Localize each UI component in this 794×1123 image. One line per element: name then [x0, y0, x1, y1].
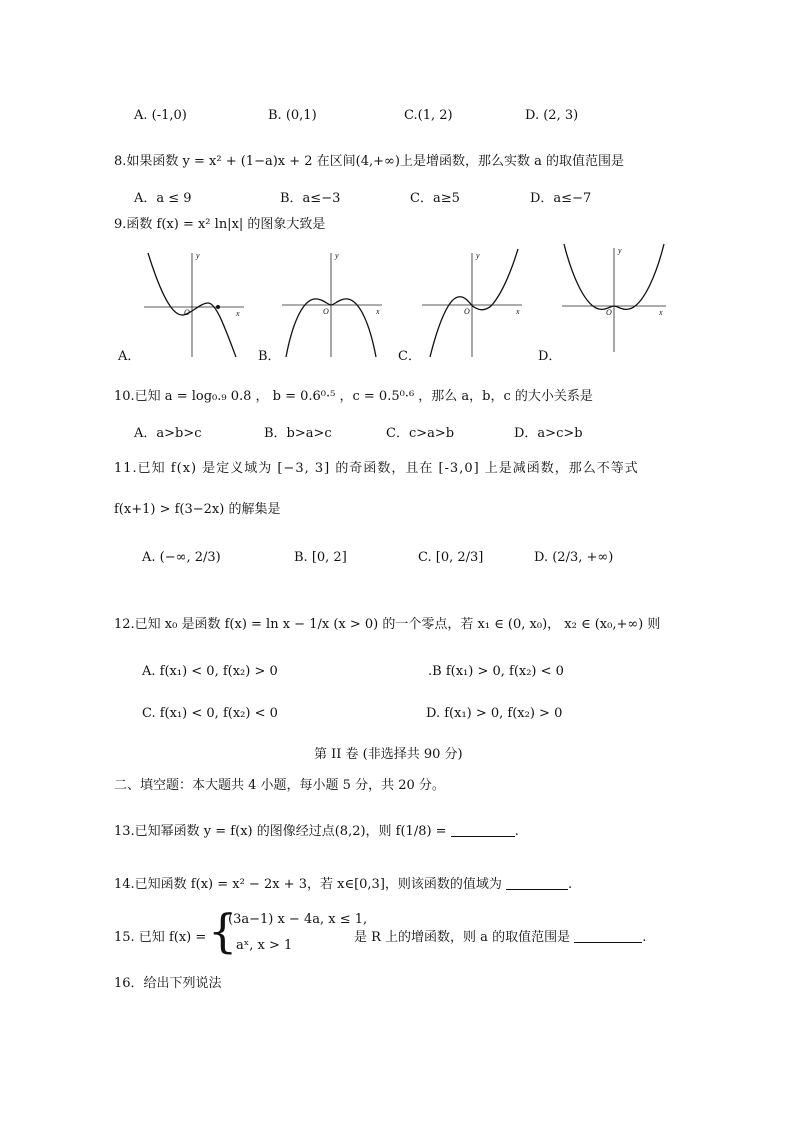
q9-graph-d — [558, 240, 673, 355]
q14-tail: . — [568, 877, 573, 892]
q15-case2: aˣ, x > 1 — [236, 938, 293, 953]
q12-option-a: A. f(x₁) < 0, f(x₂) > 0 — [142, 664, 278, 679]
graph-b-y-label: y — [335, 251, 339, 260]
q11-option-a: A. (−∞, 2/3) — [142, 550, 221, 565]
q14-stem: 14.已知函数 f(x) = x² − 2x + 3，若 x∈[0,3]，则该函数的值域为 — [114, 877, 502, 892]
q8-option-d: D．a≤−7 — [530, 191, 592, 206]
q7-option-a: A. (-1,0) — [134, 108, 187, 123]
q10-stem: 10.已知 a = log₀.₉ 0.8 ， b = 0.6⁰·⁵ ，c = 0.5⁰·⁶ ，那么 a，b，c 的大小关系是 — [114, 389, 593, 404]
q11-option-b: B. [0, 2] — [294, 550, 347, 565]
q13-answer-blank[interactable] — [451, 822, 515, 837]
q11-stem-line2: f(x+1) > f(3−2x) 的解集是 — [114, 502, 281, 517]
graph-b-origin: O — [323, 307, 329, 316]
q10-option-a: A．a>b>c — [134, 426, 202, 441]
q15-brace: { — [208, 904, 238, 958]
q15-case1: (3a−1) x − 4a, x ≤ 1, — [228, 912, 368, 927]
q15-post: 是 R 上的增函数，则 a 的取值范围是 — [354, 930, 571, 945]
graph-d-x-label: x — [659, 308, 663, 317]
graph-b-x-label: x — [376, 307, 380, 316]
q9-label-d: D． — [538, 349, 562, 364]
q16-stem: 16．给出下列说法 — [114, 976, 222, 991]
q14-line — [114, 873, 572, 892]
q13-stem: 13.已知幂函数 y = f(x) 的图像经过点(8,2)，则 f(1/8) = — [114, 824, 447, 839]
graph-a-y-label: y — [196, 251, 200, 260]
graph-d-y-label: y — [618, 246, 622, 255]
q9-label-c: C． — [398, 349, 421, 364]
q15-pre: 15. 已知 f(x) = — [114, 930, 207, 945]
graph-a-origin: O — [184, 308, 190, 317]
graph-c-y-label: y — [476, 251, 480, 260]
q7-option-c: C.(1, 2) — [404, 108, 453, 123]
q8-option-b: B．a≤−3 — [280, 191, 341, 206]
q10-option-c: C．c>a>b — [386, 426, 455, 441]
q7-option-b: B. (0,1) — [268, 108, 317, 123]
graph-c-origin: O — [464, 307, 470, 316]
q15-answer-blank[interactable] — [574, 928, 642, 943]
section2-heading: 二、填空题：本大题共 4 小题，每小题 5 分，共 20 分。 — [114, 778, 445, 793]
part2-title: 第 II 卷 (非选择共 90 分) — [314, 747, 463, 762]
q10-option-b: B．b>a>c — [264, 426, 332, 441]
q14-answer-blank[interactable] — [506, 875, 568, 890]
q9-graph-a — [140, 245, 250, 360]
q10-option-d: D．a>c>b — [514, 426, 583, 441]
q9-label-b: B． — [258, 349, 281, 364]
q9-graph-b — [278, 245, 388, 360]
q9-stem: 9.函数 f(x) = x² ln|x| 的图象大致是 — [114, 217, 326, 232]
q8-option-c: C．a≥5 — [410, 191, 460, 206]
q9-label-a: A． — [118, 349, 141, 364]
graph-a-x-label: x — [236, 309, 240, 318]
q9-graph-c — [418, 245, 528, 360]
q11-stem-line1: 11.已知 f(x) 是定义域为 [−3, 3] 的奇函数，且在 [-3,0] 上是减函数，那么不等式 — [114, 461, 639, 476]
q12-option-d: D. f(x₁) > 0, f(x₂) > 0 — [426, 706, 563, 721]
graph-d-origin: O — [606, 308, 612, 317]
q8-option-a: A．a ≤ 9 — [134, 191, 192, 206]
q7-option-d: D. (2, 3) — [525, 108, 579, 123]
q13-tail: . — [514, 824, 519, 839]
q12-option-c: C. f(x₁) < 0, f(x₂) < 0 — [142, 706, 278, 721]
q12-option-b: .B f(x₁) > 0, f(x₂) < 0 — [428, 664, 564, 679]
graph-c-x-label: x — [516, 307, 520, 316]
q11-option-c: C. [0, 2/3] — [418, 550, 484, 565]
q15-tail: . — [642, 930, 647, 945]
q15-line — [354, 926, 646, 945]
q11-option-d: D. (2/3, +∞) — [534, 550, 614, 565]
q13-line — [114, 820, 519, 839]
q8-stem: 8.如果函数 y = x² + (1−a)x + 2 在区间(4,+∞)上是增函数，那么实数 a 的取值范围是 — [114, 154, 624, 169]
q12-stem: 12.已知 x₀ 是函数 f(x) = ln x − 1/x (x > 0) 的一个零点，若 x₁ ∈ (0, x₀)， x₂ ∈ (x₀,+∞) 则 — [114, 617, 661, 632]
